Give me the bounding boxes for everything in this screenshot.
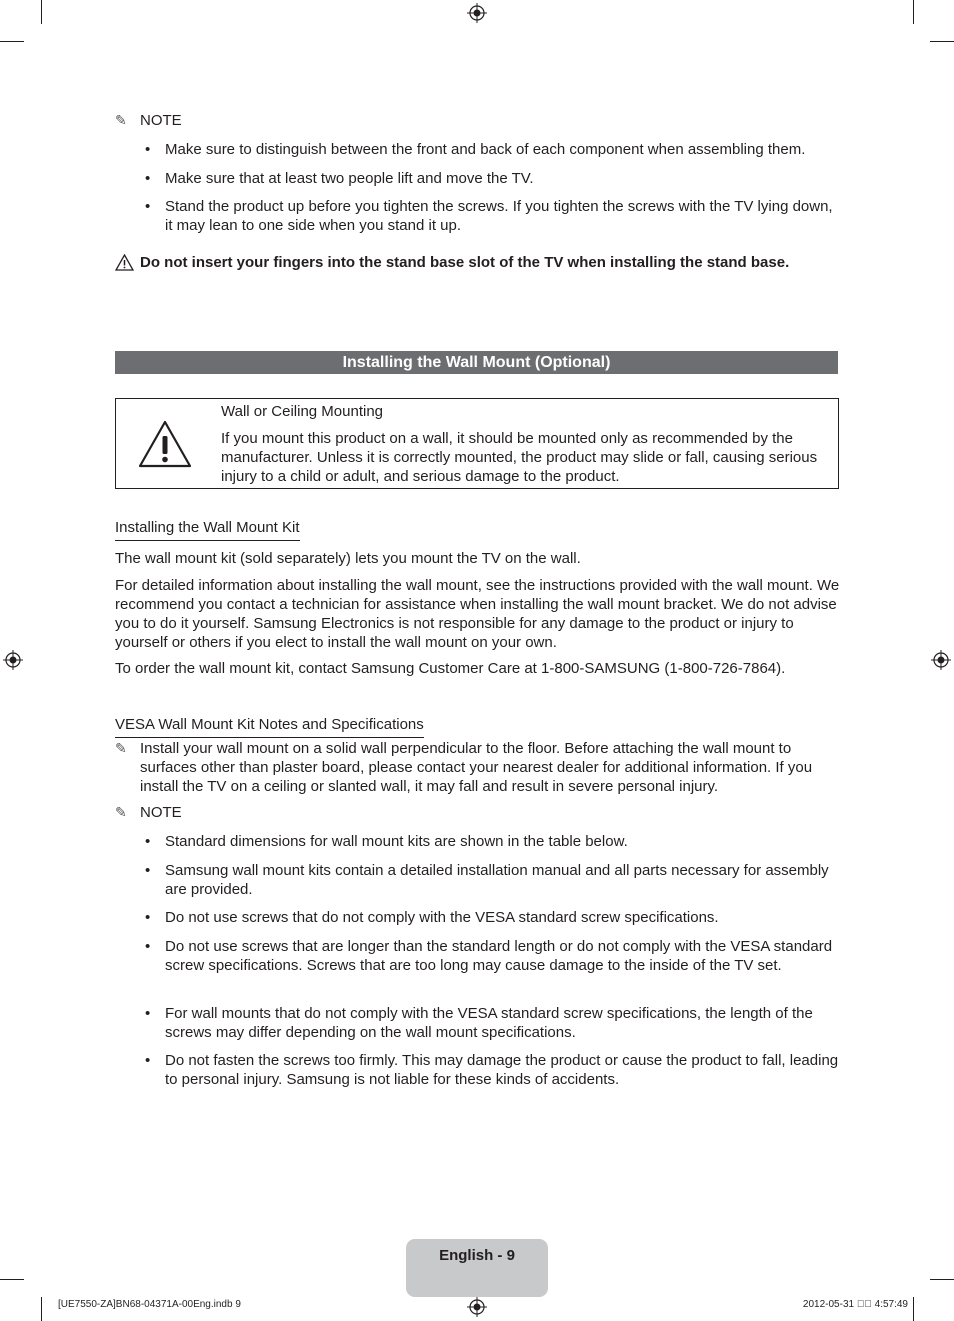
list-item <box>145 169 840 188</box>
subsection-heading: VESA Wall Mount Kit Notes and Specifications <box>115 715 424 738</box>
bullet-icon: • <box>145 170 151 187</box>
crop-mark <box>930 41 954 42</box>
registration-mark-icon <box>931 650 951 670</box>
paragraph: For detailed information about installing the wall mount, see the instructions provided with the wall mount. We recommend you contact a technician for assistance when installing the wall mount bracket. We do not advise you to do it yourself. Samsung Electronics is not responsible for any damage to the product or injury to yourself or others if you elect to install the wall mount on your own. <box>115 577 840 651</box>
list-item-text: Do not fasten the screws too firmly. This may damage the product or cause the product to fall, leading to personal injury. Samsung is not liable for these kinds of accidents. <box>165 1052 839 1088</box>
crop-mark <box>41 1297 42 1321</box>
list-item <box>145 197 840 235</box>
pencil-icon: ✎ <box>115 112 127 128</box>
crop-mark <box>930 1279 954 1280</box>
paragraph: To order the wall mount kit, contact Samsung Customer Care at 1-800-SAMSUNG (1-800-726-7864). <box>115 660 786 677</box>
registration-mark-icon <box>467 1297 487 1317</box>
registration-mark-icon <box>3 650 23 670</box>
pencil-icon: ✎ <box>115 804 127 820</box>
list-item <box>145 1051 840 1089</box>
note-paragraph <box>115 739 840 796</box>
caution-body: If you mount this product on a wall, it should be mounted only as recommended by the manufacturer. Unless it is correctly mounted, the product may slide or fall, causing serious injury to a child or adult, and serious damage to the product. <box>221 430 818 485</box>
caution-box <box>115 398 839 489</box>
list-item-text: Do not use screws that are longer than the standard length or do not comply with the VESA standard screw specifications. Screws that are too long may cause damage to the inside of the TV set. <box>165 938 833 974</box>
bullet-icon: • <box>145 198 151 215</box>
caution-exclamation-icon <box>137 419 193 469</box>
list-item-text: Standard dimensions for wall mount kits are shown in the table below. <box>165 833 628 850</box>
bullet-icon: • <box>145 1052 151 1069</box>
section-title: Installing the Wall Mount (Optional) <box>115 351 838 374</box>
warning-triangle-icon <box>115 254 134 271</box>
registration-mark-icon <box>467 3 487 23</box>
bullet-icon: • <box>145 833 151 850</box>
crop-mark <box>0 41 24 42</box>
bullet-icon: • <box>145 909 151 926</box>
bullet-icon: • <box>145 1005 151 1022</box>
note-heading <box>115 803 182 822</box>
note-heading <box>115 111 182 130</box>
footer-right: 2012-05-31 ￿￿ 4:57:49 <box>802 1299 908 1310</box>
list-item-text: Make sure that at least two people lift and move the TV. <box>165 170 534 187</box>
list-item-text: Do not use screws that do not comply with the VESA standard screw specifications. <box>165 909 719 926</box>
list-item <box>145 908 840 927</box>
note-label: NOTE <box>140 804 182 821</box>
caution-title: Wall or Ceiling Mounting <box>221 403 384 420</box>
list-item-text: Stand the product up before you tighten the screws. If you tighten the screws with the TV lying down, it may lean to one side when you stand it up. <box>165 198 833 234</box>
list-item <box>145 937 840 975</box>
crop-mark <box>913 1297 914 1321</box>
list-item-text: Samsung wall mount kits contain a detailed installation manual and all parts necessary for assembly are provided. <box>165 862 829 898</box>
footer-left: [UE7550-ZA]BN68-04371A-00Eng.indb 9 <box>58 1299 241 1310</box>
list-item-text: For wall mounts that do not comply with the VESA standard screw specifications, the length of the screws may differ depending on the wall mount specifications. <box>165 1005 813 1041</box>
note-paragraph-text: Install your wall mount on a solid wall perpendicular to the floor. Before attaching the wall mount to surfaces other than plaster board, please contact your nearest dealer for additional information. If you install the TV on a ceiling or slanted wall, it may fall and result in severe personal injury. <box>140 740 813 795</box>
list-item-text: Make sure to distinguish between the front and back of each component when assembling them. <box>165 141 806 158</box>
bullet-icon: • <box>145 141 151 158</box>
subsection-heading: Installing the Wall Mount Kit <box>115 518 300 541</box>
crop-mark <box>41 0 42 24</box>
list-item <box>145 1004 840 1042</box>
crop-mark <box>913 0 914 24</box>
list-item <box>145 861 840 899</box>
paragraph: The wall mount kit (sold separately) lets you mount the TV on the wall. <box>115 550 581 567</box>
crop-mark <box>0 1279 24 1280</box>
bullet-icon: • <box>145 862 151 879</box>
page-number-tab <box>406 1239 548 1297</box>
warning-text: Do not insert your fingers into the stand base slot of the TV when installing the stand base. <box>140 254 790 271</box>
note-label: NOTE <box>140 112 182 129</box>
bullet-icon: • <box>145 938 151 955</box>
page-number: English - 9 <box>439 1247 515 1264</box>
pencil-icon: ✎ <box>115 740 127 756</box>
warning-line <box>115 253 789 272</box>
list-item <box>145 140 840 159</box>
list-item <box>145 832 840 851</box>
